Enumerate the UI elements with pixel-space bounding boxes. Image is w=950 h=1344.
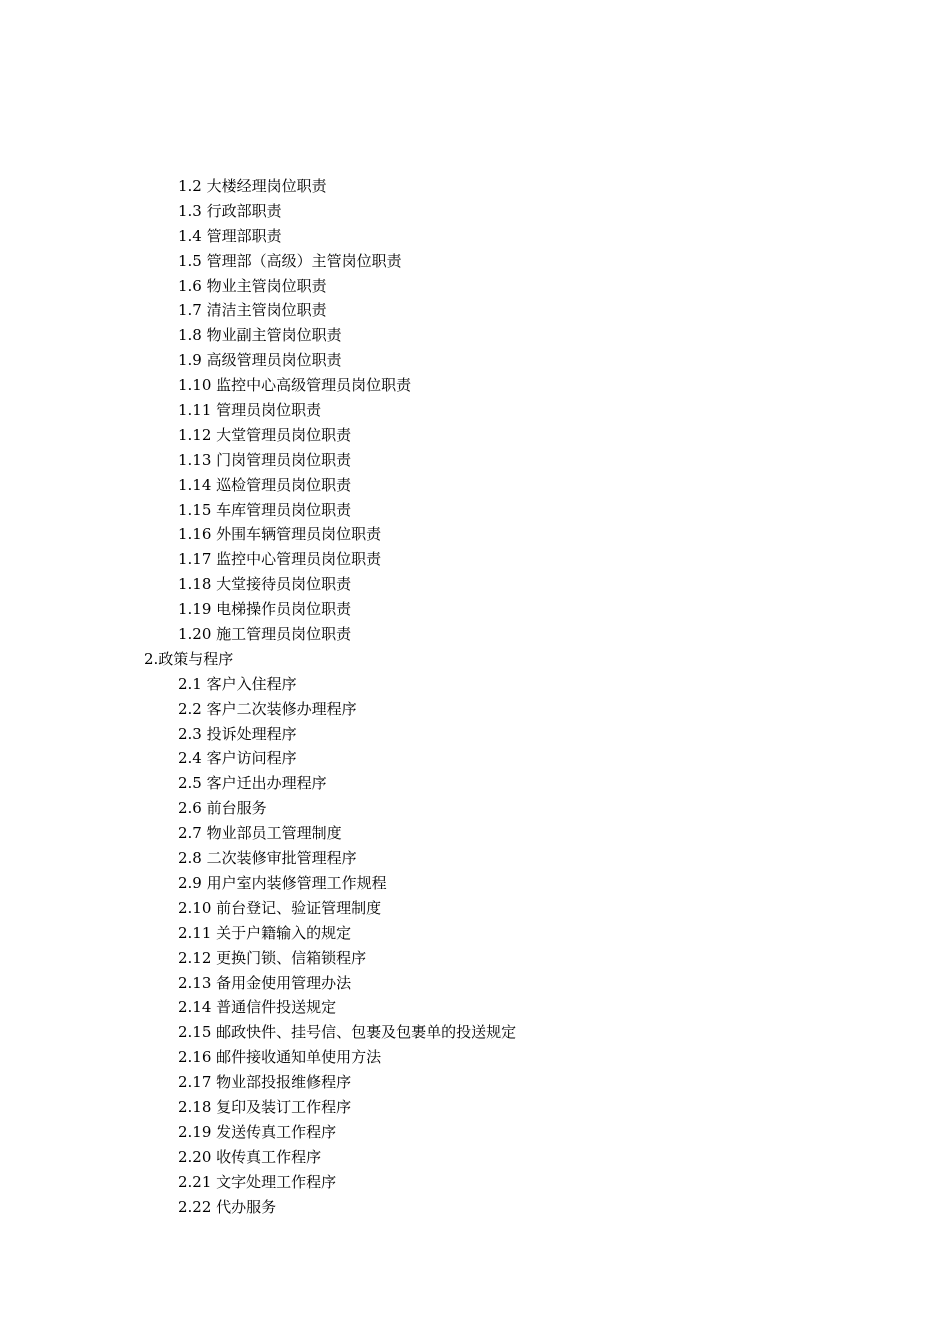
toc-item: 2.12 更换门锁、信箱锁程序: [178, 948, 367, 967]
toc-item: 1.2 大楼经理岗位职责: [178, 177, 327, 195]
toc-item: 1.11 管理员岗位职责: [178, 401, 322, 420]
toc-item: 2.17 物业部投报维修程序: [178, 1073, 352, 1092]
toc-item: 2.13 备用金使用管理办法: [178, 973, 352, 992]
toc-item: 2.3 投诉处理程序: [178, 724, 297, 743]
toc-item: 2.9 用户室内装修管理工作规程: [178, 873, 387, 892]
toc-item: 2.14 普通信件投送规定: [178, 998, 337, 1017]
toc-item: 1.10 监控中心高级管理员岗位职责: [178, 376, 412, 395]
toc-item: 1.5 管理部（高级）主管岗位职责: [178, 251, 402, 270]
toc-item: 2.18 复印及装订工作程序: [178, 1097, 352, 1116]
toc-item: 1.20 施工管理员岗位职责: [178, 625, 352, 644]
toc-item: 1.18 大堂接待员岗位职责: [178, 575, 352, 594]
toc-item: 2.20 收传真工作程序: [178, 1147, 322, 1166]
toc-item: 1.13 门岗管理员岗位职责: [178, 450, 352, 469]
toc-item: 1.7 清洁主管岗位职责: [178, 301, 327, 320]
toc-item: 2.8 二次装修审批管理程序: [178, 849, 357, 868]
table-of-contents: [0, 174, 950, 1219]
toc-item: 2.2 客户二次装修办理程序: [178, 699, 357, 718]
toc-item: 2.21 文字处理工作程序: [178, 1172, 337, 1191]
toc-item: 2.6 前台服务: [178, 799, 267, 818]
toc-item: 2.11 关于户籍输入的规定: [178, 923, 352, 942]
toc-item: 2.7 物业部员工管理制度: [178, 824, 342, 843]
toc-item: 2.4 客户访问程序: [178, 749, 297, 768]
toc-item: 1.12 大堂管理员岗位职责: [178, 425, 352, 444]
toc-item: 2.1 客户入住程序: [178, 674, 297, 693]
toc-item: 1.9 高级管理员岗位职责: [178, 351, 342, 370]
toc-item: 1.8 物业副主管岗位职责: [178, 326, 342, 345]
toc-item: 2.16 邮件接收通知单使用方法: [178, 1048, 382, 1067]
toc-item: 1.3 行政部职责: [178, 201, 282, 220]
toc-item: 2.19 发送传真工作程序: [178, 1122, 337, 1141]
toc-item: 2.15 邮政快件、挂号信、包裹及包裹单的投送规定: [178, 1023, 517, 1042]
toc-item: 2.5 客户迁出办理程序: [178, 774, 327, 793]
toc-item: 2.10 前台登记、验证管理制度: [178, 898, 382, 917]
toc-item: 1.6 物业主管岗位职责: [178, 276, 327, 295]
toc-item: 1.19 电梯操作员岗位职责: [178, 600, 352, 619]
toc-item: 1.14 巡检管理员岗位职责: [178, 475, 352, 494]
toc-item: 1.4 管理部职责: [178, 226, 282, 245]
toc-item: 1.16 外围车辆管理员岗位职责: [178, 525, 382, 544]
toc-item: 2.22 代办服务: [178, 1197, 277, 1216]
toc-item: 1.15 车库管理员岗位职责: [178, 500, 352, 519]
toc-section-heading: 2.政策与程序: [144, 649, 234, 668]
toc-item: 1.17 监控中心管理员岗位职责: [178, 550, 382, 569]
